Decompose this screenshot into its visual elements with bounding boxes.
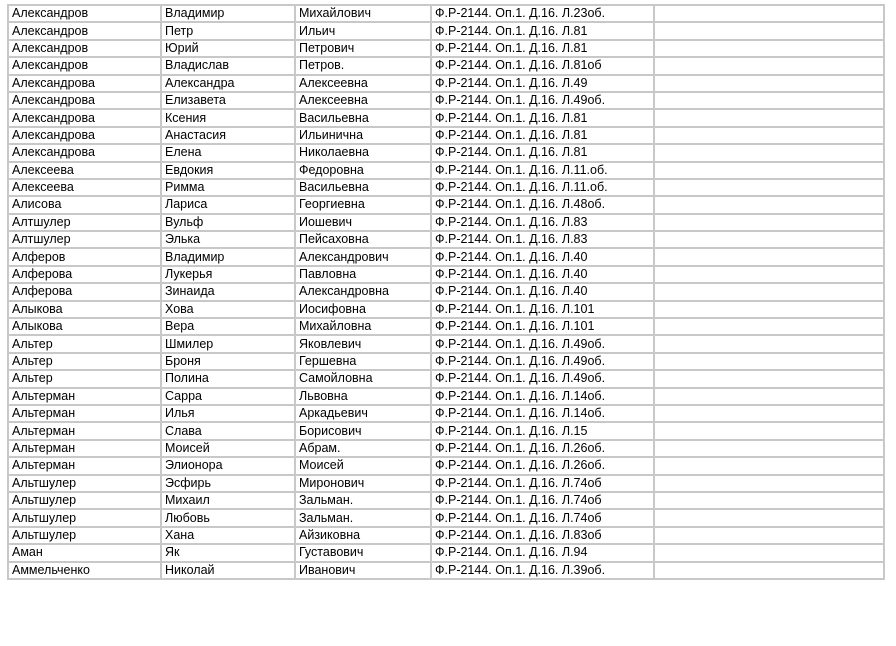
first-name-cell: Броня xyxy=(161,353,295,370)
surname-cell: Алферов xyxy=(8,248,161,265)
records-table-body xyxy=(8,5,884,579)
archive-reference-cell: Ф.Р-2144. Оп.1. Д.16. Л.49об. xyxy=(431,370,654,387)
patronymic-cell: Васильевна xyxy=(295,109,431,126)
table-row xyxy=(8,5,884,22)
archive-reference-cell: Ф.Р-2144. Оп.1. Д.16. Л.83 xyxy=(431,214,654,231)
patronymic-cell: Гершевна xyxy=(295,353,431,370)
archive-reference-cell: Ф.Р-2144. Оп.1. Д.16. Л.74об xyxy=(431,509,654,526)
archive-reference-cell: Ф.Р-2144. Оп.1. Д.16. Л.81 xyxy=(431,144,654,161)
table-row xyxy=(8,283,884,300)
first-name-cell: Зинаида xyxy=(161,283,295,300)
patronymic-cell: Иванович xyxy=(295,562,431,579)
archive-reference-cell: Ф.Р-2144. Оп.1. Д.16. Л.49об. xyxy=(431,92,654,109)
archive-reference-cell: Ф.Р-2144. Оп.1. Д.16. Л.81 xyxy=(431,40,654,57)
records-table xyxy=(7,4,885,580)
surname-cell: Алыкова xyxy=(8,301,161,318)
patronymic-cell: Аркадьевич xyxy=(295,405,431,422)
patronymic-cell: Пейсаховна xyxy=(295,231,431,248)
empty-cell xyxy=(654,214,884,231)
empty-cell xyxy=(654,22,884,39)
patronymic-cell: Самойловна xyxy=(295,370,431,387)
patronymic-cell: Александрович xyxy=(295,248,431,265)
archive-reference-cell: Ф.Р-2144. Оп.1. Д.16. Л.101 xyxy=(431,301,654,318)
surname-cell: Альтерман xyxy=(8,388,161,405)
first-name-cell: Юрий xyxy=(161,40,295,57)
table-row xyxy=(8,440,884,457)
patronymic-cell: Абрам. xyxy=(295,440,431,457)
empty-cell xyxy=(654,179,884,196)
surname-cell: Александров xyxy=(8,5,161,22)
table-row xyxy=(8,475,884,492)
first-name-cell: Лариса xyxy=(161,196,295,213)
archive-reference-cell: Ф.Р-2144. Оп.1. Д.16. Л.74об xyxy=(431,492,654,509)
surname-cell: Александрова xyxy=(8,75,161,92)
surname-cell: Альтшулер xyxy=(8,509,161,526)
surname-cell: Александров xyxy=(8,57,161,74)
empty-cell xyxy=(654,231,884,248)
first-name-cell: Шмилер xyxy=(161,335,295,352)
first-name-cell: Элька xyxy=(161,231,295,248)
surname-cell: Александрова xyxy=(8,109,161,126)
table-row xyxy=(8,562,884,579)
empty-cell xyxy=(654,75,884,92)
surname-cell: Алисова xyxy=(8,196,161,213)
surname-cell: Алексеева xyxy=(8,162,161,179)
surname-cell: Альтшулер xyxy=(8,492,161,509)
patronymic-cell: Алексеевна xyxy=(295,92,431,109)
first-name-cell: Петр xyxy=(161,22,295,39)
empty-cell xyxy=(654,527,884,544)
first-name-cell: Ксения xyxy=(161,109,295,126)
archive-reference-cell: Ф.Р-2144. Оп.1. Д.16. Л.74об xyxy=(431,475,654,492)
table-row xyxy=(8,335,884,352)
empty-cell xyxy=(654,562,884,579)
empty-cell xyxy=(654,109,884,126)
patronymic-cell: Николаевна xyxy=(295,144,431,161)
archive-reference-cell: Ф.Р-2144. Оп.1. Д.16. Л.11.об. xyxy=(431,179,654,196)
first-name-cell: Илья xyxy=(161,405,295,422)
archive-reference-cell: Ф.Р-2144. Оп.1. Д.16. Л.101 xyxy=(431,318,654,335)
patronymic-cell: Яковлевич xyxy=(295,335,431,352)
table-row xyxy=(8,544,884,561)
archive-reference-cell: Ф.Р-2144. Оп.1. Д.16. Л.26об. xyxy=(431,457,654,474)
first-name-cell: Сарра xyxy=(161,388,295,405)
surname-cell: Альтерман xyxy=(8,405,161,422)
first-name-cell: Хова xyxy=(161,301,295,318)
table-row xyxy=(8,266,884,283)
archive-reference-cell: Ф.Р-2144. Оп.1. Д.16. Л.40 xyxy=(431,266,654,283)
surname-cell: Альтерман xyxy=(8,422,161,439)
table-row xyxy=(8,492,884,509)
table-row xyxy=(8,318,884,335)
surname-cell: Альтерман xyxy=(8,457,161,474)
archive-reference-cell: Ф.Р-2144. Оп.1. Д.16. Л.81 xyxy=(431,109,654,126)
surname-cell: Альтшулер xyxy=(8,527,161,544)
table-row xyxy=(8,527,884,544)
table-row xyxy=(8,40,884,57)
surname-cell: Альтер xyxy=(8,353,161,370)
first-name-cell: Владимир xyxy=(161,248,295,265)
empty-cell xyxy=(654,266,884,283)
table-row xyxy=(8,179,884,196)
table-row xyxy=(8,162,884,179)
empty-cell xyxy=(654,388,884,405)
archive-reference-cell: Ф.Р-2144. Оп.1. Д.16. Л.49об. xyxy=(431,335,654,352)
first-name-cell: Александра xyxy=(161,75,295,92)
patronymic-cell: Васильевна xyxy=(295,179,431,196)
archive-reference-cell: Ф.Р-2144. Оп.1. Д.16. Л.14об. xyxy=(431,388,654,405)
patronymic-cell: Петрович xyxy=(295,40,431,57)
archive-reference-cell: Ф.Р-2144. Оп.1. Д.16. Л.83об xyxy=(431,527,654,544)
table-row xyxy=(8,388,884,405)
archive-reference-cell: Ф.Р-2144. Оп.1. Д.16. Л.26об. xyxy=(431,440,654,457)
surname-cell: Александров xyxy=(8,22,161,39)
empty-cell xyxy=(654,127,884,144)
surname-cell: Альтшулер xyxy=(8,475,161,492)
empty-cell xyxy=(654,457,884,474)
archive-reference-cell: Ф.Р-2144. Оп.1. Д.16. Л.40 xyxy=(431,248,654,265)
patronymic-cell: Павловна xyxy=(295,266,431,283)
archive-reference-cell: Ф.Р-2144. Оп.1. Д.16. Л.40 xyxy=(431,283,654,300)
table-row xyxy=(8,301,884,318)
patronymic-cell: Иосифовна xyxy=(295,301,431,318)
empty-cell xyxy=(654,335,884,352)
surname-cell: Алыкова xyxy=(8,318,161,335)
surname-cell: Аммельченко xyxy=(8,562,161,579)
patronymic-cell: Айзиковна xyxy=(295,527,431,544)
table-row xyxy=(8,127,884,144)
patronymic-cell: Львовна xyxy=(295,388,431,405)
patronymic-cell: Ильинична xyxy=(295,127,431,144)
first-name-cell: Вера xyxy=(161,318,295,335)
empty-cell xyxy=(654,40,884,57)
patronymic-cell: Михайловна xyxy=(295,318,431,335)
empty-cell xyxy=(654,196,884,213)
table-row xyxy=(8,457,884,474)
table-row xyxy=(8,353,884,370)
patronymic-cell: Алексеевна xyxy=(295,75,431,92)
empty-cell xyxy=(654,57,884,74)
surname-cell: Александрова xyxy=(8,144,161,161)
first-name-cell: Слава xyxy=(161,422,295,439)
empty-cell xyxy=(654,405,884,422)
surname-cell: Алферова xyxy=(8,266,161,283)
archive-reference-cell: Ф.Р-2144. Оп.1. Д.16. Л.39об. xyxy=(431,562,654,579)
table-row xyxy=(8,92,884,109)
patronymic-cell: Петров. xyxy=(295,57,431,74)
patronymic-cell: Зальман. xyxy=(295,509,431,526)
patronymic-cell: Моисей xyxy=(295,457,431,474)
surname-cell: Александров xyxy=(8,40,161,57)
first-name-cell: Анастасия xyxy=(161,127,295,144)
archive-reference-cell: Ф.Р-2144. Оп.1. Д.16. Л.81об xyxy=(431,57,654,74)
archive-reference-cell: Ф.Р-2144. Оп.1. Д.16. Л.81 xyxy=(431,22,654,39)
archive-reference-cell: Ф.Р-2144. Оп.1. Д.16. Л.49об. xyxy=(431,353,654,370)
table-row xyxy=(8,144,884,161)
first-name-cell: Владимир xyxy=(161,5,295,22)
table-row xyxy=(8,22,884,39)
archive-reference-cell: Ф.Р-2144. Оп.1. Д.16. Л.83 xyxy=(431,231,654,248)
table-row xyxy=(8,75,884,92)
first-name-cell: Владислав xyxy=(161,57,295,74)
first-name-cell: Евдокия xyxy=(161,162,295,179)
surname-cell: Александрова xyxy=(8,92,161,109)
first-name-cell: Хана xyxy=(161,527,295,544)
first-name-cell: Римма xyxy=(161,179,295,196)
patronymic-cell: Георгиевна xyxy=(295,196,431,213)
empty-cell xyxy=(654,5,884,22)
surname-cell: Аман xyxy=(8,544,161,561)
first-name-cell: Як xyxy=(161,544,295,561)
empty-cell xyxy=(654,92,884,109)
empty-cell xyxy=(654,544,884,561)
first-name-cell: Эсфирь xyxy=(161,475,295,492)
archive-reference-cell: Ф.Р-2144. Оп.1. Д.16. Л.11.об. xyxy=(431,162,654,179)
surname-cell: Алферова xyxy=(8,283,161,300)
first-name-cell: Михаил xyxy=(161,492,295,509)
archive-reference-cell: Ф.Р-2144. Оп.1. Д.16. Л.15 xyxy=(431,422,654,439)
first-name-cell: Любовь xyxy=(161,509,295,526)
archive-reference-cell: Ф.Р-2144. Оп.1. Д.16. Л.48об. xyxy=(431,196,654,213)
empty-cell xyxy=(654,283,884,300)
patronymic-cell: Миронович xyxy=(295,475,431,492)
surname-cell: Алексеева xyxy=(8,179,161,196)
patronymic-cell: Зальман. xyxy=(295,492,431,509)
empty-cell xyxy=(654,492,884,509)
empty-cell xyxy=(654,475,884,492)
empty-cell xyxy=(654,353,884,370)
first-name-cell: Елизавета xyxy=(161,92,295,109)
first-name-cell: Лукерья xyxy=(161,266,295,283)
patronymic-cell: Александровна xyxy=(295,283,431,300)
empty-cell xyxy=(654,248,884,265)
empty-cell xyxy=(654,440,884,457)
patronymic-cell: Борисович xyxy=(295,422,431,439)
first-name-cell: Полина xyxy=(161,370,295,387)
archive-reference-cell: Ф.Р-2144. Оп.1. Д.16. Л.14об. xyxy=(431,405,654,422)
surname-cell: Альтерман xyxy=(8,440,161,457)
first-name-cell: Моисей xyxy=(161,440,295,457)
empty-cell xyxy=(654,509,884,526)
patronymic-cell: Михайлович xyxy=(295,5,431,22)
table-row xyxy=(8,248,884,265)
table-row xyxy=(8,109,884,126)
table-row xyxy=(8,370,884,387)
table-row xyxy=(8,231,884,248)
patronymic-cell: Иошевич xyxy=(295,214,431,231)
empty-cell xyxy=(654,301,884,318)
table-row xyxy=(8,57,884,74)
first-name-cell: Елена xyxy=(161,144,295,161)
empty-cell xyxy=(654,422,884,439)
first-name-cell: Вульф xyxy=(161,214,295,231)
table-row xyxy=(8,196,884,213)
table-row xyxy=(8,509,884,526)
empty-cell xyxy=(654,162,884,179)
table-row xyxy=(8,422,884,439)
first-name-cell: Элионора xyxy=(161,457,295,474)
table-row xyxy=(8,405,884,422)
patronymic-cell: Федоровна xyxy=(295,162,431,179)
surname-cell: Александрова xyxy=(8,127,161,144)
archive-reference-cell: Ф.Р-2144. Оп.1. Д.16. Л.23об. xyxy=(431,5,654,22)
archive-reference-cell: Ф.Р-2144. Оп.1. Д.16. Л.49 xyxy=(431,75,654,92)
archive-reference-cell: Ф.Р-2144. Оп.1. Д.16. Л.81 xyxy=(431,127,654,144)
archive-reference-cell: Ф.Р-2144. Оп.1. Д.16. Л.94 xyxy=(431,544,654,561)
first-name-cell: Николай xyxy=(161,562,295,579)
empty-cell xyxy=(654,144,884,161)
surname-cell: Алтшулер xyxy=(8,214,161,231)
empty-cell xyxy=(654,318,884,335)
empty-cell xyxy=(654,370,884,387)
patronymic-cell: Густавович xyxy=(295,544,431,561)
surname-cell: Альтер xyxy=(8,335,161,352)
patronymic-cell: Ильич xyxy=(295,22,431,39)
table-row xyxy=(8,214,884,231)
surname-cell: Алтшулер xyxy=(8,231,161,248)
surname-cell: Альтер xyxy=(8,370,161,387)
